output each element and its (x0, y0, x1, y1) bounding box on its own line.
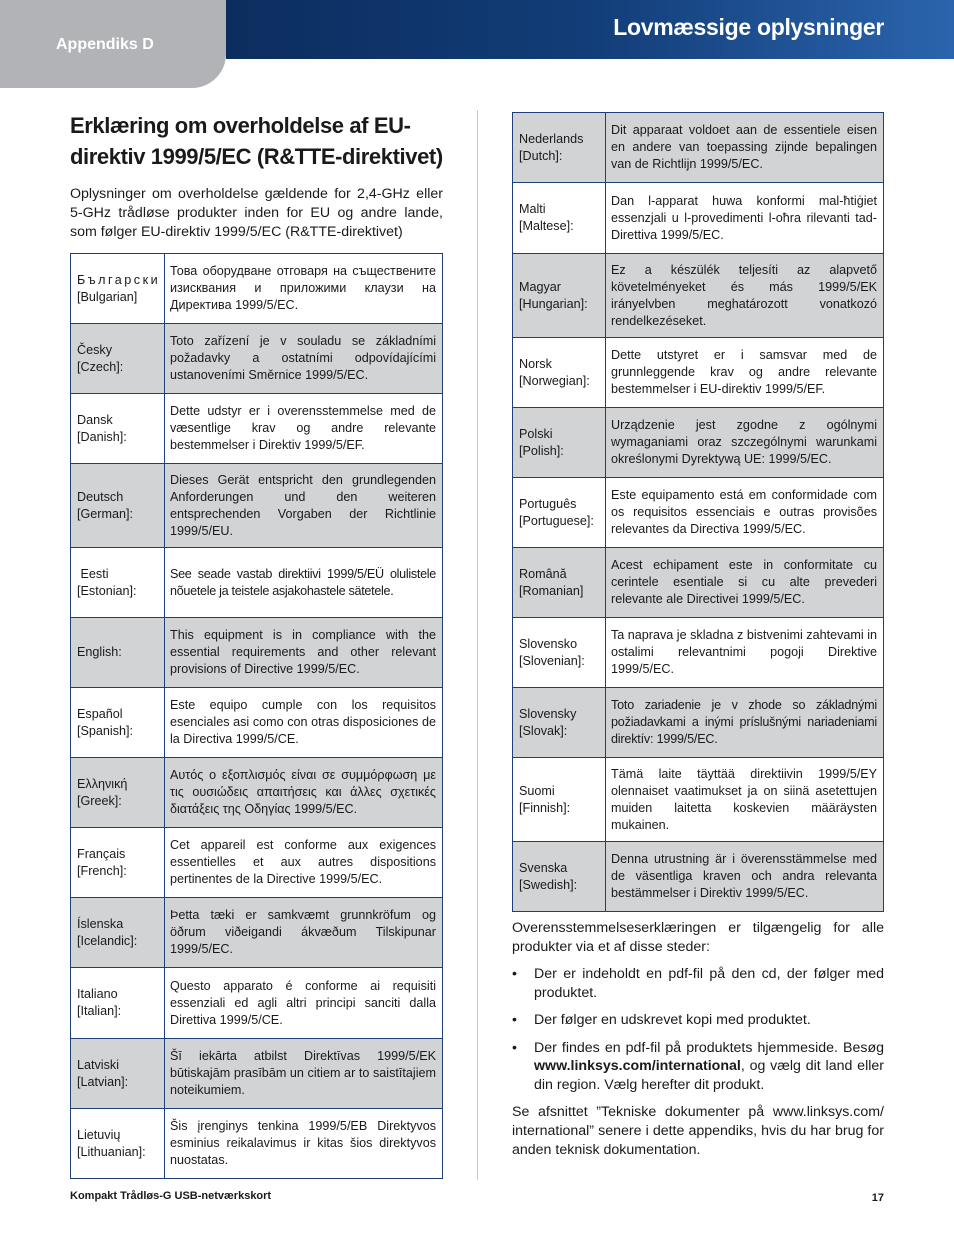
language-name: Polski (519, 426, 553, 441)
language-code: [Slovak]: (519, 723, 568, 738)
availability-list (512, 965, 884, 1094)
language-cell (71, 968, 165, 1039)
table-row (71, 1039, 443, 1109)
language-code: [Spanish]: (77, 723, 134, 738)
section-heading: Erklæring om overholdelse af EU-direktiv 1999/5/EC (R&TTE-direktivet) (70, 113, 443, 169)
statement-cell: Acest echipament este in conformitate cu cerintele esentiale si cu alte prevederi relevante ale Directivei 1999/5/EC. (606, 548, 884, 618)
statement-cell: Este equipo cumple con los requisitos esenciales asi como con otras disposiciones de la Directiva 1999/5/CE. (165, 688, 443, 758)
table-row (71, 758, 443, 828)
table-row (513, 478, 884, 548)
language-name: Magyar (519, 279, 561, 294)
language-cell (513, 183, 606, 254)
statement-cell: Šis įrenginys tenkina 1999/5/EB Direktyvos esminius reikalavimus ir kitas šios direktyvos nuostatas. (165, 1109, 443, 1179)
language-code: [Italian]: (77, 1004, 122, 1018)
language-cell (513, 254, 606, 338)
language-code: [Portuguese]: (519, 513, 594, 528)
language-code: [Finnish]: (519, 800, 571, 815)
language-code: [Romanian] (519, 583, 584, 598)
language-code: [Bulgarian] (77, 289, 138, 304)
statement-cell: Dit apparaat voldoet aan de essentiele eisen en andere van toepassing zijnde bepalingen van de Richtlijn 1999/5/EC. (606, 113, 884, 183)
language-cell (71, 898, 165, 968)
language-code: [French]: (77, 863, 127, 878)
language-name: Lietuvių (77, 1127, 121, 1142)
table-row (513, 548, 884, 618)
language-name: Slovensko (519, 636, 578, 651)
column-divider (477, 110, 478, 1180)
closing-paragraph: Se afsnittet ”Tekniske dokumenter på www.linksys.com/ international” senere i dette appendiks, hvis du har brug for anden teknisk dokumentation. (512, 1104, 884, 1158)
table-row (513, 183, 884, 254)
language-cell (513, 338, 606, 408)
statement-cell: Questo apparato é conforme ai requisiti essenziali ed agli altri principi sanciti dalla Direttiva 1999/5/CE. (165, 968, 443, 1039)
bullet-icon: • (512, 1012, 517, 1028)
table-row (71, 618, 443, 688)
statement-cell: Urządzenie jest zgodne z ogólnymi wymaganiami oraz szczególnymi warunkami określonymi Dyrektywą UE: 1999/5/EC. (606, 408, 884, 478)
language-name: Română (519, 566, 567, 581)
language-cell (513, 688, 606, 758)
language-cell (513, 548, 606, 618)
statement-cell: Toto zařízení je v souladu se základními požadavky a ostatními odpovídajícími ustanoveními Směrnice 1999/5/EC. (165, 324, 443, 394)
table-row (513, 842, 884, 912)
language-cell (513, 408, 606, 478)
language-code: [Norwegian]: (519, 373, 590, 388)
statement-cell: Cet appareil est conforme aux exigences essentielles et aux autres dispositions pertinentes de la Directive 1999/5/EC. (165, 828, 443, 898)
language-name: Български (77, 272, 161, 287)
table-row (71, 1109, 443, 1179)
table-row (513, 254, 884, 338)
list-item-text: Der er indeholdt en pdf-fil på den cd, der følger med produktet. (534, 966, 884, 1001)
footer-product: Kompakt Trådløs-G USB-netværkskort (70, 1190, 272, 1202)
statement-cell: Dette utstyret er i samsvar med de grunnleggende krav og andre relevante bestemmelser i EU-direktiv 1999/5/EF. (606, 338, 884, 408)
language-name: Latviski (77, 1057, 119, 1072)
language-code: [Dutch]: (519, 148, 563, 163)
language-code: [Hungarian]: (519, 296, 588, 311)
table-row (71, 548, 443, 618)
statement-cell: This equipment is in compliance with the essential requirements and other relevant provisions of Directive 1999/5/EC. (165, 618, 443, 688)
language-cell (71, 464, 165, 548)
language-cell (71, 688, 165, 758)
statement-cell: Dan l-apparat huwa konformi mal-ħtiġiet essenzjali u l-provedimenti l-oħra rilevanti tad-Direttiva 1999/5/EC. (606, 183, 884, 254)
header-bar (226, 0, 954, 59)
language-cell (71, 1039, 165, 1109)
list-item-text: Der findes en pdf-fil på produktets hjemmeside. Besøg (534, 1039, 884, 1056)
compliance-table-left (70, 253, 443, 1179)
language-cell (71, 324, 165, 394)
statement-cell: Αυτός ο εξοπλισμός είναι σε συμμόρφωση με τις ουσιώδεις απαιτήσεις και άλλες σχετικές διατάξεις της Οδηγίας 1999/5/EC. (165, 758, 443, 828)
language-name: Česky (77, 342, 112, 357)
language-name: Slovensky (519, 706, 577, 721)
availability-paragraph: Overensstemmelseserklæringen er tilgængelig for alle produkter via et af disse steder: (512, 920, 884, 955)
statement-cell: Ta naprava je skladna z bistvenimi zahtevami in ostalimi relevantnimi pogoji Direktive 1999/5/EC. (606, 618, 884, 688)
language-code: [Estonian]: (77, 583, 137, 598)
list-item (512, 1011, 884, 1030)
table-row (513, 758, 884, 842)
language-name: Ελληνική (77, 776, 128, 791)
language-name: Deutsch (77, 489, 124, 504)
language-code: [Maltese]: (519, 219, 574, 233)
table-row (513, 618, 884, 688)
language-cell (513, 478, 606, 548)
table-row (71, 828, 443, 898)
table-row (71, 254, 443, 324)
statement-cell: Tämä laite täyttää direktiivin 1999/5/EY olennaiset vaatimukset ja on siinä asetettujen muiden laitetta koskevien määräysten mukainen. (606, 758, 884, 842)
appendix-label: Appendiks D (56, 36, 154, 53)
statement-cell: Ez a készülék teljesíti az alapvető követelményeket és más 1999/5/EK irányelvben meghatározott vonatkozó rendelkezéseket. (606, 254, 884, 338)
statement-cell: Þetta tæki er samkvæmt grunnkröfum og öðrum viðeigandi ákvæðum Tilskipunar 1999/5/EC. (165, 898, 443, 968)
list-item (512, 1039, 884, 1095)
statement-cell: Dette udstyr er i overensstemmelse med de væsentlige krav og andre relevante bestemmelser i Direktiv 1999/5/EF. (165, 394, 443, 464)
language-code: [Greek]: (77, 793, 122, 808)
page-title: Lovmæssige oplysninger (613, 14, 884, 40)
table-row (513, 408, 884, 478)
language-cell (71, 1109, 165, 1179)
language-name: Eesti (80, 566, 109, 581)
page-number: 17 (871, 1192, 884, 1204)
language-name: Íslenska (77, 916, 124, 931)
list-item (512, 965, 884, 1002)
statement-cell: Denna utrustning är i överensstämmelse med de väsentliga kraven och andra relevanta bestämmelser i Direktiv 1999/5/EC. (606, 842, 884, 912)
language-cell (71, 758, 165, 828)
right-column (512, 112, 884, 1160)
table-row (513, 113, 884, 183)
language-name: Svenska (519, 860, 568, 875)
language-cell (71, 828, 165, 898)
statement-cell: Dieses Gerät entspricht den grundlegenden Anforderungen und den weiteren entsprechenden Vorgaben der Richtlinie 1999/5/EU. (165, 464, 443, 548)
language-cell (71, 394, 165, 464)
language-name: Português (519, 496, 577, 511)
left-column (70, 110, 443, 1179)
table-row (71, 898, 443, 968)
language-cell (513, 618, 606, 688)
statement-cell: Este equipamento está em conformidade com os requisitos essenciais e outras provisões relevantes da Directiva 1999/5/EC. (606, 478, 884, 548)
language-name: Nederlands (519, 131, 584, 146)
language-code: [Latvian]: (77, 1074, 129, 1089)
statement-cell: Това оборудване отговаря на съществените изисквания и приложими клаузи на Директива 1999/5/ЕС. (165, 254, 443, 324)
language-name: Malti (519, 202, 546, 216)
language-cell (71, 548, 165, 618)
bullet-icon: • (512, 1039, 517, 1056)
language-name: Suomi (519, 783, 555, 798)
language-name: Español (77, 706, 123, 721)
linksys-link[interactable]: www.linksys.com/international (534, 1058, 741, 1074)
table-row (71, 394, 443, 464)
language-cell (71, 618, 165, 688)
language-cell (513, 842, 606, 912)
language-code: [Icelandic]: (77, 933, 138, 948)
language-name: Dansk (77, 412, 113, 427)
statement-cell: Šī iekārta atbilst Direktīvas 1999/5/EK būtiskajām prasībām un citiem ar to saistītajiem noteikumiem. (165, 1039, 443, 1109)
bullet-icon: • (512, 966, 517, 982)
language-code: [Czech]: (77, 359, 124, 374)
language-code: [German]: (77, 506, 133, 521)
language-code: [Slovenian]: (519, 653, 585, 668)
table-row (71, 688, 443, 758)
table-row (71, 968, 443, 1039)
table-row (71, 464, 443, 548)
intro-paragraph: Oplysninger om overholdelse gældende for 2,4-GHz eller 5-GHz trådløse produkter inden for EU og andre lande, som følger EU-direktiv 1999/5/EC (R&TTE-direktivet) (70, 186, 443, 240)
compliance-table-right (512, 112, 884, 912)
language-code: [Polish]: (519, 443, 564, 458)
language-cell (513, 113, 606, 183)
language-name: Italiano (77, 987, 118, 1001)
table-row (71, 324, 443, 394)
statement-cell: Toto zariadenie je v zhode so základnými požiadavkami a inými príslušnými nariadeniami direktív: 1999/5/EC. (606, 688, 884, 758)
list-item-text: , og vælg dit land eller din region. Vælg herefter dit produkt. (534, 1058, 884, 1093)
language-code: [Swedish]: (519, 877, 578, 892)
statement-cell: See seade vastab direktiivi 1999/5/EÜ olulistele nõuetele ja teistele asjakohastele sätetele. (165, 548, 443, 618)
language-name: Français (77, 846, 126, 861)
language-cell (71, 254, 165, 324)
table-row (513, 688, 884, 758)
table-row (513, 338, 884, 408)
language-code: [Lithuanian]: (77, 1144, 146, 1159)
language-name: Norsk (519, 356, 552, 371)
appendix-tab (0, 0, 226, 88)
language-code: [Danish]: (77, 429, 127, 444)
language-name: English: (77, 645, 122, 659)
language-cell (513, 758, 606, 842)
list-item-text: Der følger en udskrevet kopi med produktet. (534, 1012, 811, 1028)
